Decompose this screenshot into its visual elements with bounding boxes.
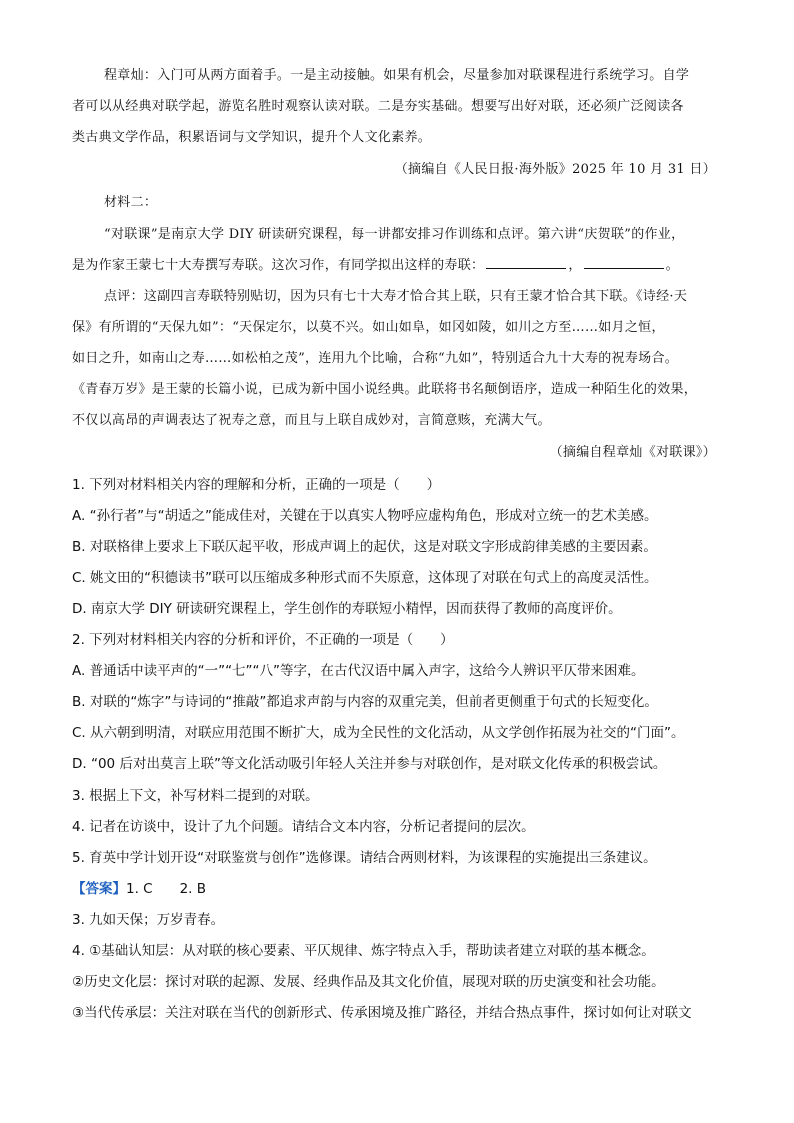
couplet-blank-lower[interactable]: [584, 256, 664, 269]
question-1-option-b: B. 对联格律上要求上下联仄起平收，形成声调上的起伏，这是对联文字形成韵律美感的主要因素。: [72, 539, 657, 555]
material2-p1-line-2: [72, 256, 679, 276]
material1-line-1: 程章灿：入门可从两方面着手。一是主动接触。如果有机会，尽量参加对联课程进行系统学习。自学: [104, 68, 690, 83]
material2-p2-line-5: 不仅以高昂的声调表达了祝寿之意，而且与上联自成妙对，言简意赅，充满大气。: [72, 413, 551, 428]
material2-source: （摘编自程章灿《对联课》）: [549, 445, 716, 460]
material2-p2-line-2: 保》有所谓的“天保九如”：“天保定尔，以莫不兴。如山如阜，如冈如陵，如川之方至……如月之恒，: [72, 320, 665, 335]
question-3: 3. 根据上下文，补写材料二提到的对联。: [72, 788, 319, 804]
answer-line-1: [72, 879, 206, 899]
couplet-blank-upper[interactable]: [486, 256, 566, 269]
answer-q4-part-2: ②历史文化层：探讨对联的起源、发展、经典作品及其文化价值，展现对联的历史演变和社会功能。: [72, 974, 665, 990]
question-2-stem: 2. 下列对材料相关内容的分析和评价，不正确的一项是（ ）: [72, 632, 454, 648]
line-end-mark: 。: [665, 258, 679, 273]
material2-p2-line-3: 如日之升，如南山之寿……如松柏之茂”，连用九个比喻，合称“九如”，特别适合九十大寿的祝寿场合。: [72, 351, 679, 366]
question-5: 5. 育英中学计划开设“对联鉴赏与创作”选修课。请结合两则材料，为该课程的实施提出三条建议。: [72, 850, 657, 866]
question-2-option-a: A. 普通话中读平声的“一”“七”“八”等字，在古代汉语中属入声字，这给今人辨识平仄带来困难。: [72, 663, 645, 679]
question-2-option-c: C. 从六朝到明清，对联应用范围不断扩大，成为全民性的文化活动，从文学创作拓展为社交的“门面”。: [72, 725, 685, 741]
material2-p1-line-2-text: 是为作家王蒙七十大寿撰写寿联。这次习作，有同学拟出这样的寿联：: [72, 258, 485, 273]
answer-q4-part-1: 4. ①基础认知层：从对联的核心要素、平仄规律、炼字特点入手，帮助读者建立对联的基本概念。: [72, 943, 655, 959]
material1-source: （摘编自《人民日报·海外版》2025 年 10 月 31 日）: [394, 162, 716, 177]
answer-q4-part-3: ③当代传承层：关注对联在当代的创新形式、传承困境及推广路径，并结合热点事件，探讨如何让对联文: [72, 1005, 692, 1021]
material2-heading: 材料二：: [104, 195, 158, 210]
answer-tag: 【答案】: [72, 881, 126, 897]
material2-p1-line-1: “对联课”是南京大学 DIY 研读研究课程，每一讲都安排习作训练和点评。第六讲“庆贺联”的作业，: [104, 227, 685, 242]
answer-q3: 3. 九如天保；万岁青春。: [72, 912, 225, 928]
material2-p2-line-1: 点评：这副四言寿联特别贴切，因为只有七十大寿才恰合其上联，只有王蒙才恰合其下联。《诗经·天: [104, 289, 688, 304]
question-1-option-c: C. 姚文田的“积德读书”联可以压缩成多种形式而不失原意，这体现了对联在句式上的高度灵活性。: [72, 570, 658, 586]
material1-line-3: 类古典文学作品，积累语词与文学知识，提升个人文化素养。: [72, 130, 432, 145]
material2-p2-line-4: 《青春万岁》是王蒙的长篇小说，已成为新中国小说经典。此联将书名颠倒语序，造成一种陌生化的效果，: [72, 382, 698, 397]
blank-separator: ，: [568, 258, 582, 273]
question-1-option-a: A. “孙行者”与“胡适之”能成佳对，关键在于以真实人物呼应虚构角色，形成对立统一的艺术美感。: [72, 508, 658, 524]
answer-q1-q2: 1. C 2. B: [126, 881, 207, 897]
question-2-option-b: B. 对联的“炼字”与诗词的“推敲”都追求声韵与内容的双重完美，但前者更侧重于句式的长短变化。: [72, 694, 658, 710]
question-4: 4. 记者在访谈中，设计了九个问题。请结合文本内容，分析记者提问的层次。: [72, 819, 535, 835]
question-2-option-d: D. “00 后对出莫言上联”等文化活动吸引年轻人关注并参与对联创作，是对联文化传承的积极尝试。: [72, 756, 667, 772]
material1-line-2: 者可以从经典对联学起，游览名胜时观察认读对联。二是夯实基础。想要写出好对联，还必须广泛阅读各: [72, 99, 684, 114]
question-1-option-d: D. 南京大学 DIY 研读研究课程上，学生创作的寿联短小精悍，因而获得了教师的高度评价。: [72, 601, 622, 617]
question-1-stem: 1. 下列对材料相关内容的理解和分析，正确的一项是（ ）: [72, 477, 441, 493]
